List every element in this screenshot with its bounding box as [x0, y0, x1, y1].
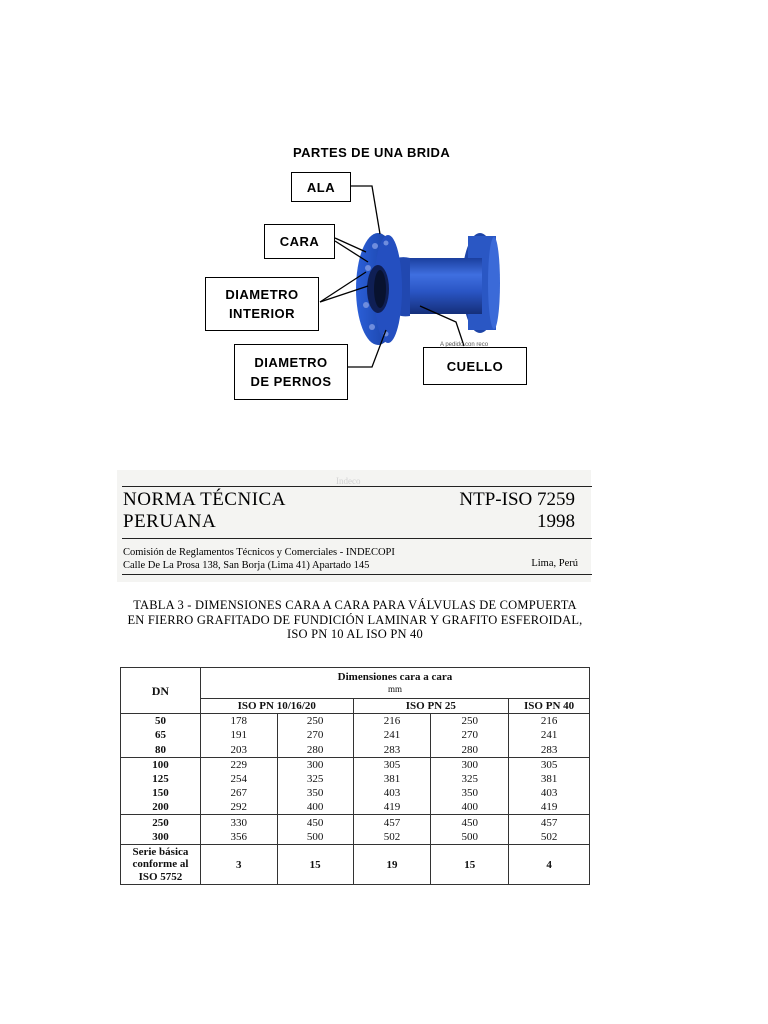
small-note: A pedido con reco — [440, 342, 489, 348]
table-cell: 241 — [353, 728, 431, 742]
title-line-1: NORMA TÉCNICA — [123, 489, 286, 510]
header-top-rule — [122, 486, 592, 487]
table-cell: 350 — [431, 786, 509, 800]
table-cell: 241 — [509, 728, 590, 742]
cell-dn: 50 — [121, 714, 201, 729]
table-title-line-2: EN FIERRO GRAFITADO DE FUNDICIÓN LAMINAR Y GRAFITO ESFEROIDAL, — [127, 612, 583, 627]
table-title-line-1: TABLA 3 - DIMENSIONES CARA A CARA PARA VÁLVULAS DE COMPUERTA — [133, 598, 577, 612]
label-diametro-interior: DIAMETRO INTERIOR — [205, 277, 319, 331]
serie-cell: 15 — [431, 845, 509, 885]
table-cell: 203 — [200, 742, 277, 757]
table-cell: 280 — [277, 742, 353, 757]
serie-label-line-2: conforme al — [132, 858, 189, 871]
dimensions-table — [120, 667, 590, 885]
commission-info — [123, 546, 395, 572]
city: Lima, Perú — [531, 558, 578, 569]
standard-code: NTP-ISO 7259 — [459, 489, 575, 510]
table-cell: 325 — [277, 772, 353, 786]
table-cell: 254 — [200, 772, 277, 786]
table-row — [121, 772, 590, 786]
table-cell: 229 — [200, 757, 277, 772]
cell-dn: 125 — [121, 772, 201, 786]
table-cell: 292 — [200, 800, 277, 815]
table-cell: 419 — [509, 800, 590, 815]
table-cell: 457 — [353, 815, 431, 830]
serie-basica-label — [121, 845, 201, 885]
header-dimensions — [200, 668, 589, 699]
header-unit: mm — [387, 684, 402, 694]
document-title — [123, 489, 286, 533]
table-title — [120, 598, 590, 642]
table-cell: 419 — [353, 800, 431, 815]
table-cell: 403 — [509, 786, 590, 800]
table-cell: 283 — [509, 742, 590, 757]
title-line-2: PERUANA — [123, 511, 217, 532]
table-row — [121, 830, 590, 845]
commission-address: Calle De La Prosa 138, San Borja (Lima 41) Apartado 145 — [123, 560, 370, 571]
table-cell: 216 — [353, 714, 431, 729]
cell-dn: 80 — [121, 742, 201, 757]
table-cell: 178 — [200, 714, 277, 729]
table-cell: 325 — [431, 772, 509, 786]
standard-year: 1998 — [537, 511, 575, 532]
table-cell: 356 — [200, 830, 277, 845]
header-pn-10-16-20: ISO PN 10/16/20 — [200, 699, 353, 714]
table-row — [121, 800, 590, 815]
table-cell: 250 — [277, 714, 353, 729]
table-cell: 280 — [431, 742, 509, 757]
table-cell: 502 — [509, 830, 590, 845]
table-row — [121, 786, 590, 800]
table-row — [121, 714, 590, 729]
table-cell: 267 — [200, 786, 277, 800]
cell-dn: 150 — [121, 786, 201, 800]
table-cell: 500 — [277, 830, 353, 845]
table-cell: 216 — [509, 714, 590, 729]
table-cell: 270 — [431, 728, 509, 742]
header-dn: DN — [121, 668, 201, 714]
serie-cell: 19 — [353, 845, 431, 885]
table-cell: 403 — [353, 786, 431, 800]
table-row — [121, 757, 590, 772]
table-cell: 350 — [277, 786, 353, 800]
table-cell: 300 — [277, 757, 353, 772]
faint-watermark-text: Indeco — [336, 476, 361, 486]
label-cara: CARA — [264, 224, 335, 259]
table-cell: 450 — [277, 815, 353, 830]
header-middle-rule — [122, 538, 592, 539]
commission-name: Comisión de Reglamentos Técnicos y Comerciales - INDECOPI — [123, 547, 395, 558]
label-cuello: CUELLO — [423, 347, 527, 385]
diagram-title: PARTES DE UNA BRIDA — [293, 145, 451, 160]
table-cell: 457 — [509, 815, 590, 830]
serie-basica-row — [121, 845, 590, 885]
table-title-line-3: ISO PN 10 AL ISO PN 40 — [287, 627, 423, 641]
table-cell: 500 — [431, 830, 509, 845]
cell-dn: 200 — [121, 800, 201, 815]
serie-label-line-1: Serie básica — [132, 845, 189, 858]
table-cell: 400 — [277, 800, 353, 815]
near-flange — [356, 233, 402, 345]
table-cell: 283 — [353, 742, 431, 757]
header-dimensions-label: Dimensiones cara a cara — [337, 671, 453, 683]
table-row — [121, 815, 590, 830]
table-cell: 191 — [200, 728, 277, 742]
table-cell: 305 — [509, 757, 590, 772]
serie-label-line-3: ISO 5752 — [138, 870, 183, 883]
table-row — [121, 742, 590, 757]
header-pn-25: ISO PN 25 — [353, 699, 509, 714]
table-row — [121, 728, 590, 742]
table-cell: 502 — [353, 830, 431, 845]
table-cell: 300 — [431, 757, 509, 772]
header-pn-40: ISO PN 40 — [509, 699, 590, 714]
cell-dn: 100 — [121, 757, 201, 772]
document-code — [459, 489, 575, 533]
table-cell: 381 — [353, 772, 431, 786]
table-cell: 305 — [353, 757, 431, 772]
label-diametro-pernos: DIAMETRO DE PERNOS — [234, 344, 348, 400]
table-cell: 330 — [200, 815, 277, 830]
cell-dn: 65 — [121, 728, 201, 742]
table-cell: 450 — [431, 815, 509, 830]
serie-cell: 15 — [277, 845, 353, 885]
cell-dn: 250 — [121, 815, 201, 830]
table-cell: 400 — [431, 800, 509, 815]
flange-illustration — [0, 0, 768, 420]
pipe-body — [392, 257, 482, 316]
serie-cell: 4 — [509, 845, 590, 885]
table-cell: 270 — [277, 728, 353, 742]
table-cell: 250 — [431, 714, 509, 729]
serie-cell: 3 — [200, 845, 277, 885]
label-ala: ALA — [291, 172, 351, 202]
table-cell: 381 — [509, 772, 590, 786]
header-bottom-rule — [122, 574, 592, 575]
cell-dn: 300 — [121, 830, 201, 845]
